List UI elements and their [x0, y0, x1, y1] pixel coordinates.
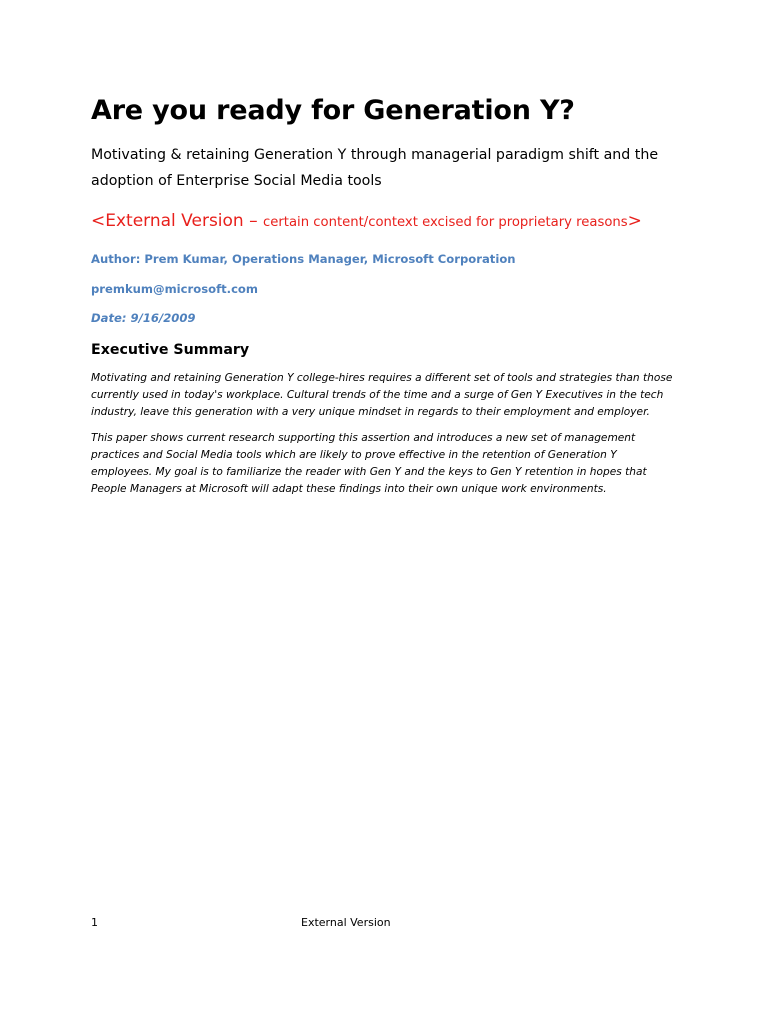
page-number: 1	[91, 916, 98, 929]
notice-dash: –	[243, 211, 264, 231]
summary-paragraph: Motivating and retaining Generation Y college-hires requires a different set of tools and strategies than those currently used in today's workplace. Cultural trends of the time and a surge of Gen Y Executives in the tech industry, leave this generation with a very unique mindset in regards to their employment and employer.	[91, 372, 673, 418]
document-title: Are you ready for Generation Y?	[91, 95, 575, 126]
author-line: Author: Prem Kumar, Operations Manager, Microsoft Corporation	[91, 252, 516, 266]
page-footer	[0, 914, 768, 934]
summary-paragraph: This paper shows current research supporting this assertion and introduces a new set of management practices and Social Media tools which are likely to prove effective in the retention of Generation Y employees. My goal is to familiarize the reader with Gen Y and the keys to Gen Y retention in hopes that People Managers at Microsoft will adapt these findings into their own unique work environments.	[91, 432, 647, 495]
document-subtitle: Motivating & retaining Generation Y through managerial paradigm shift and the adoption of Enterprise Social Media tools	[91, 147, 659, 189]
footer-label: External Version	[301, 916, 391, 929]
notice-open-bracket: <	[91, 211, 106, 231]
section-heading-executive-summary: Executive Summary	[91, 342, 250, 358]
notice-label: External Version	[105, 211, 244, 231]
document-body	[91, 92, 681, 498]
external-version-notice	[91, 207, 681, 237]
document-date: Date: 9/16/2009	[91, 311, 196, 325]
author-email: premkum@microsoft.com	[91, 282, 258, 296]
notice-close-bracket: >	[627, 211, 642, 231]
notice-detail: certain content/context excised for proprietary reasons	[263, 215, 628, 230]
